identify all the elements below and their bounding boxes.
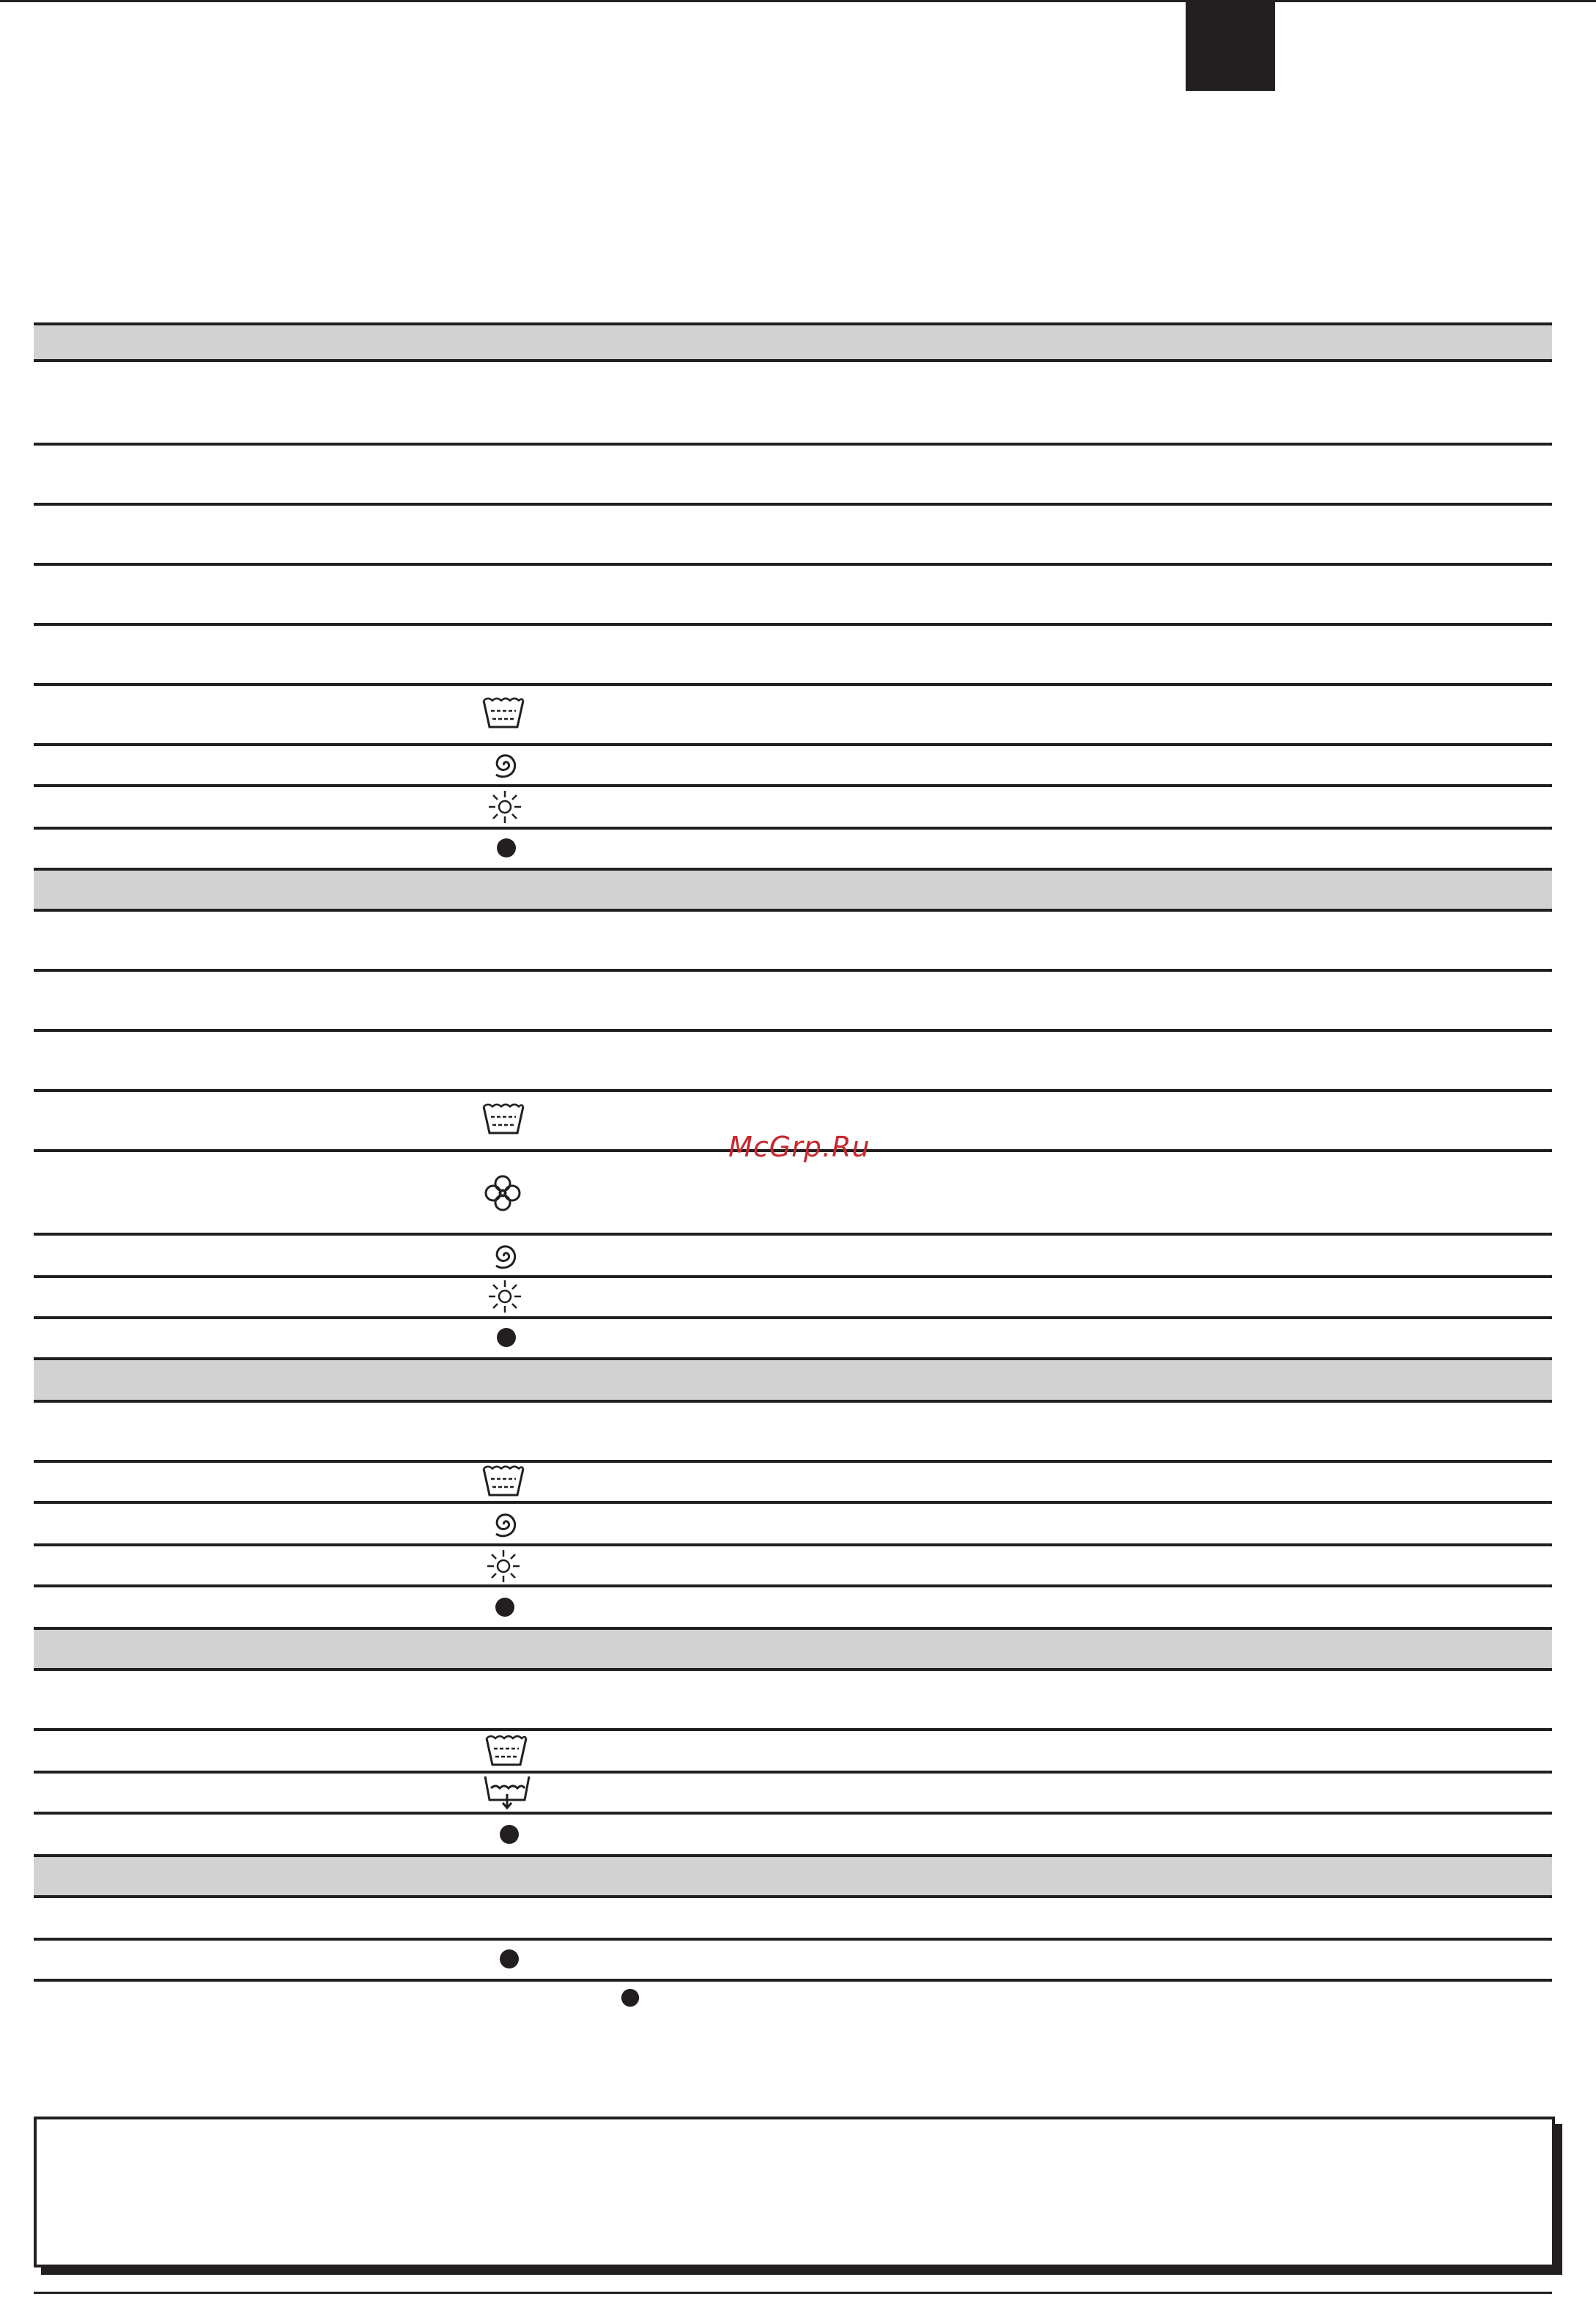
table-rule bbox=[34, 1938, 1552, 1941]
dot-icon bbox=[498, 1823, 520, 1845]
sun-icon bbox=[487, 789, 523, 825]
wash-tub-icon bbox=[481, 695, 526, 730]
section-header-band bbox=[34, 1856, 1552, 1895]
table-rule bbox=[34, 1668, 1552, 1671]
wash-tub-icon bbox=[481, 1463, 526, 1498]
table-rule bbox=[34, 683, 1552, 686]
table-rule bbox=[34, 868, 1552, 871]
table-rule bbox=[34, 784, 1552, 787]
drain-icon bbox=[482, 1774, 532, 1810]
table-rule bbox=[34, 1089, 1552, 1092]
table-rule bbox=[34, 503, 1552, 506]
table-rule bbox=[34, 1543, 1552, 1546]
table-rule bbox=[34, 1584, 1552, 1587]
bottom-rule bbox=[34, 2292, 1552, 2294]
section-header-band bbox=[34, 1360, 1552, 1400]
dot-icon bbox=[495, 1326, 517, 1348]
table-rule bbox=[34, 1233, 1552, 1236]
section-header-band bbox=[34, 871, 1552, 910]
dot-icon bbox=[495, 837, 517, 859]
table-rule bbox=[34, 743, 1552, 746]
table-rule bbox=[34, 1728, 1552, 1731]
table-rule bbox=[34, 1316, 1552, 1319]
table-rule bbox=[34, 1854, 1552, 1857]
table-rule bbox=[34, 1029, 1552, 1032]
table-rule bbox=[34, 322, 1552, 325]
table-rule bbox=[34, 1627, 1552, 1630]
table-rule bbox=[34, 1895, 1552, 1898]
dot-icon bbox=[494, 1596, 516, 1618]
dot-icon bbox=[620, 1988, 640, 2008]
table-rule bbox=[34, 1812, 1552, 1815]
sun-icon bbox=[487, 1278, 523, 1315]
table-rule bbox=[34, 1400, 1552, 1403]
table-rule bbox=[34, 969, 1552, 972]
table-rule bbox=[34, 1501, 1552, 1504]
table-rule bbox=[34, 1771, 1552, 1774]
section-header-band bbox=[34, 1628, 1552, 1668]
sun-icon bbox=[485, 1548, 522, 1584]
watermark-text: McGrp.Ru bbox=[728, 1131, 871, 1163]
table-rule bbox=[34, 827, 1552, 830]
section-header-band bbox=[34, 325, 1552, 361]
flower-icon bbox=[482, 1173, 523, 1214]
dot-icon bbox=[498, 1948, 520, 1970]
table-rule bbox=[34, 1275, 1552, 1278]
wash-tub-icon bbox=[481, 1101, 526, 1136]
spin-icon bbox=[487, 1237, 522, 1272]
corner-section-tab bbox=[1186, 0, 1275, 91]
spin-icon bbox=[487, 746, 522, 781]
wash-tub-icon bbox=[484, 1732, 529, 1768]
spin-icon bbox=[487, 1505, 522, 1540]
table-rule bbox=[34, 1357, 1552, 1360]
top-rule bbox=[0, 0, 1596, 2]
notes-box bbox=[34, 2117, 1555, 2267]
table-rule bbox=[34, 909, 1552, 912]
table-rule bbox=[34, 563, 1552, 566]
table-rule bbox=[34, 623, 1552, 626]
table-rule bbox=[34, 1979, 1552, 1982]
table-rule bbox=[34, 1460, 1552, 1463]
table-rule bbox=[34, 443, 1552, 446]
table-rule bbox=[34, 359, 1552, 362]
